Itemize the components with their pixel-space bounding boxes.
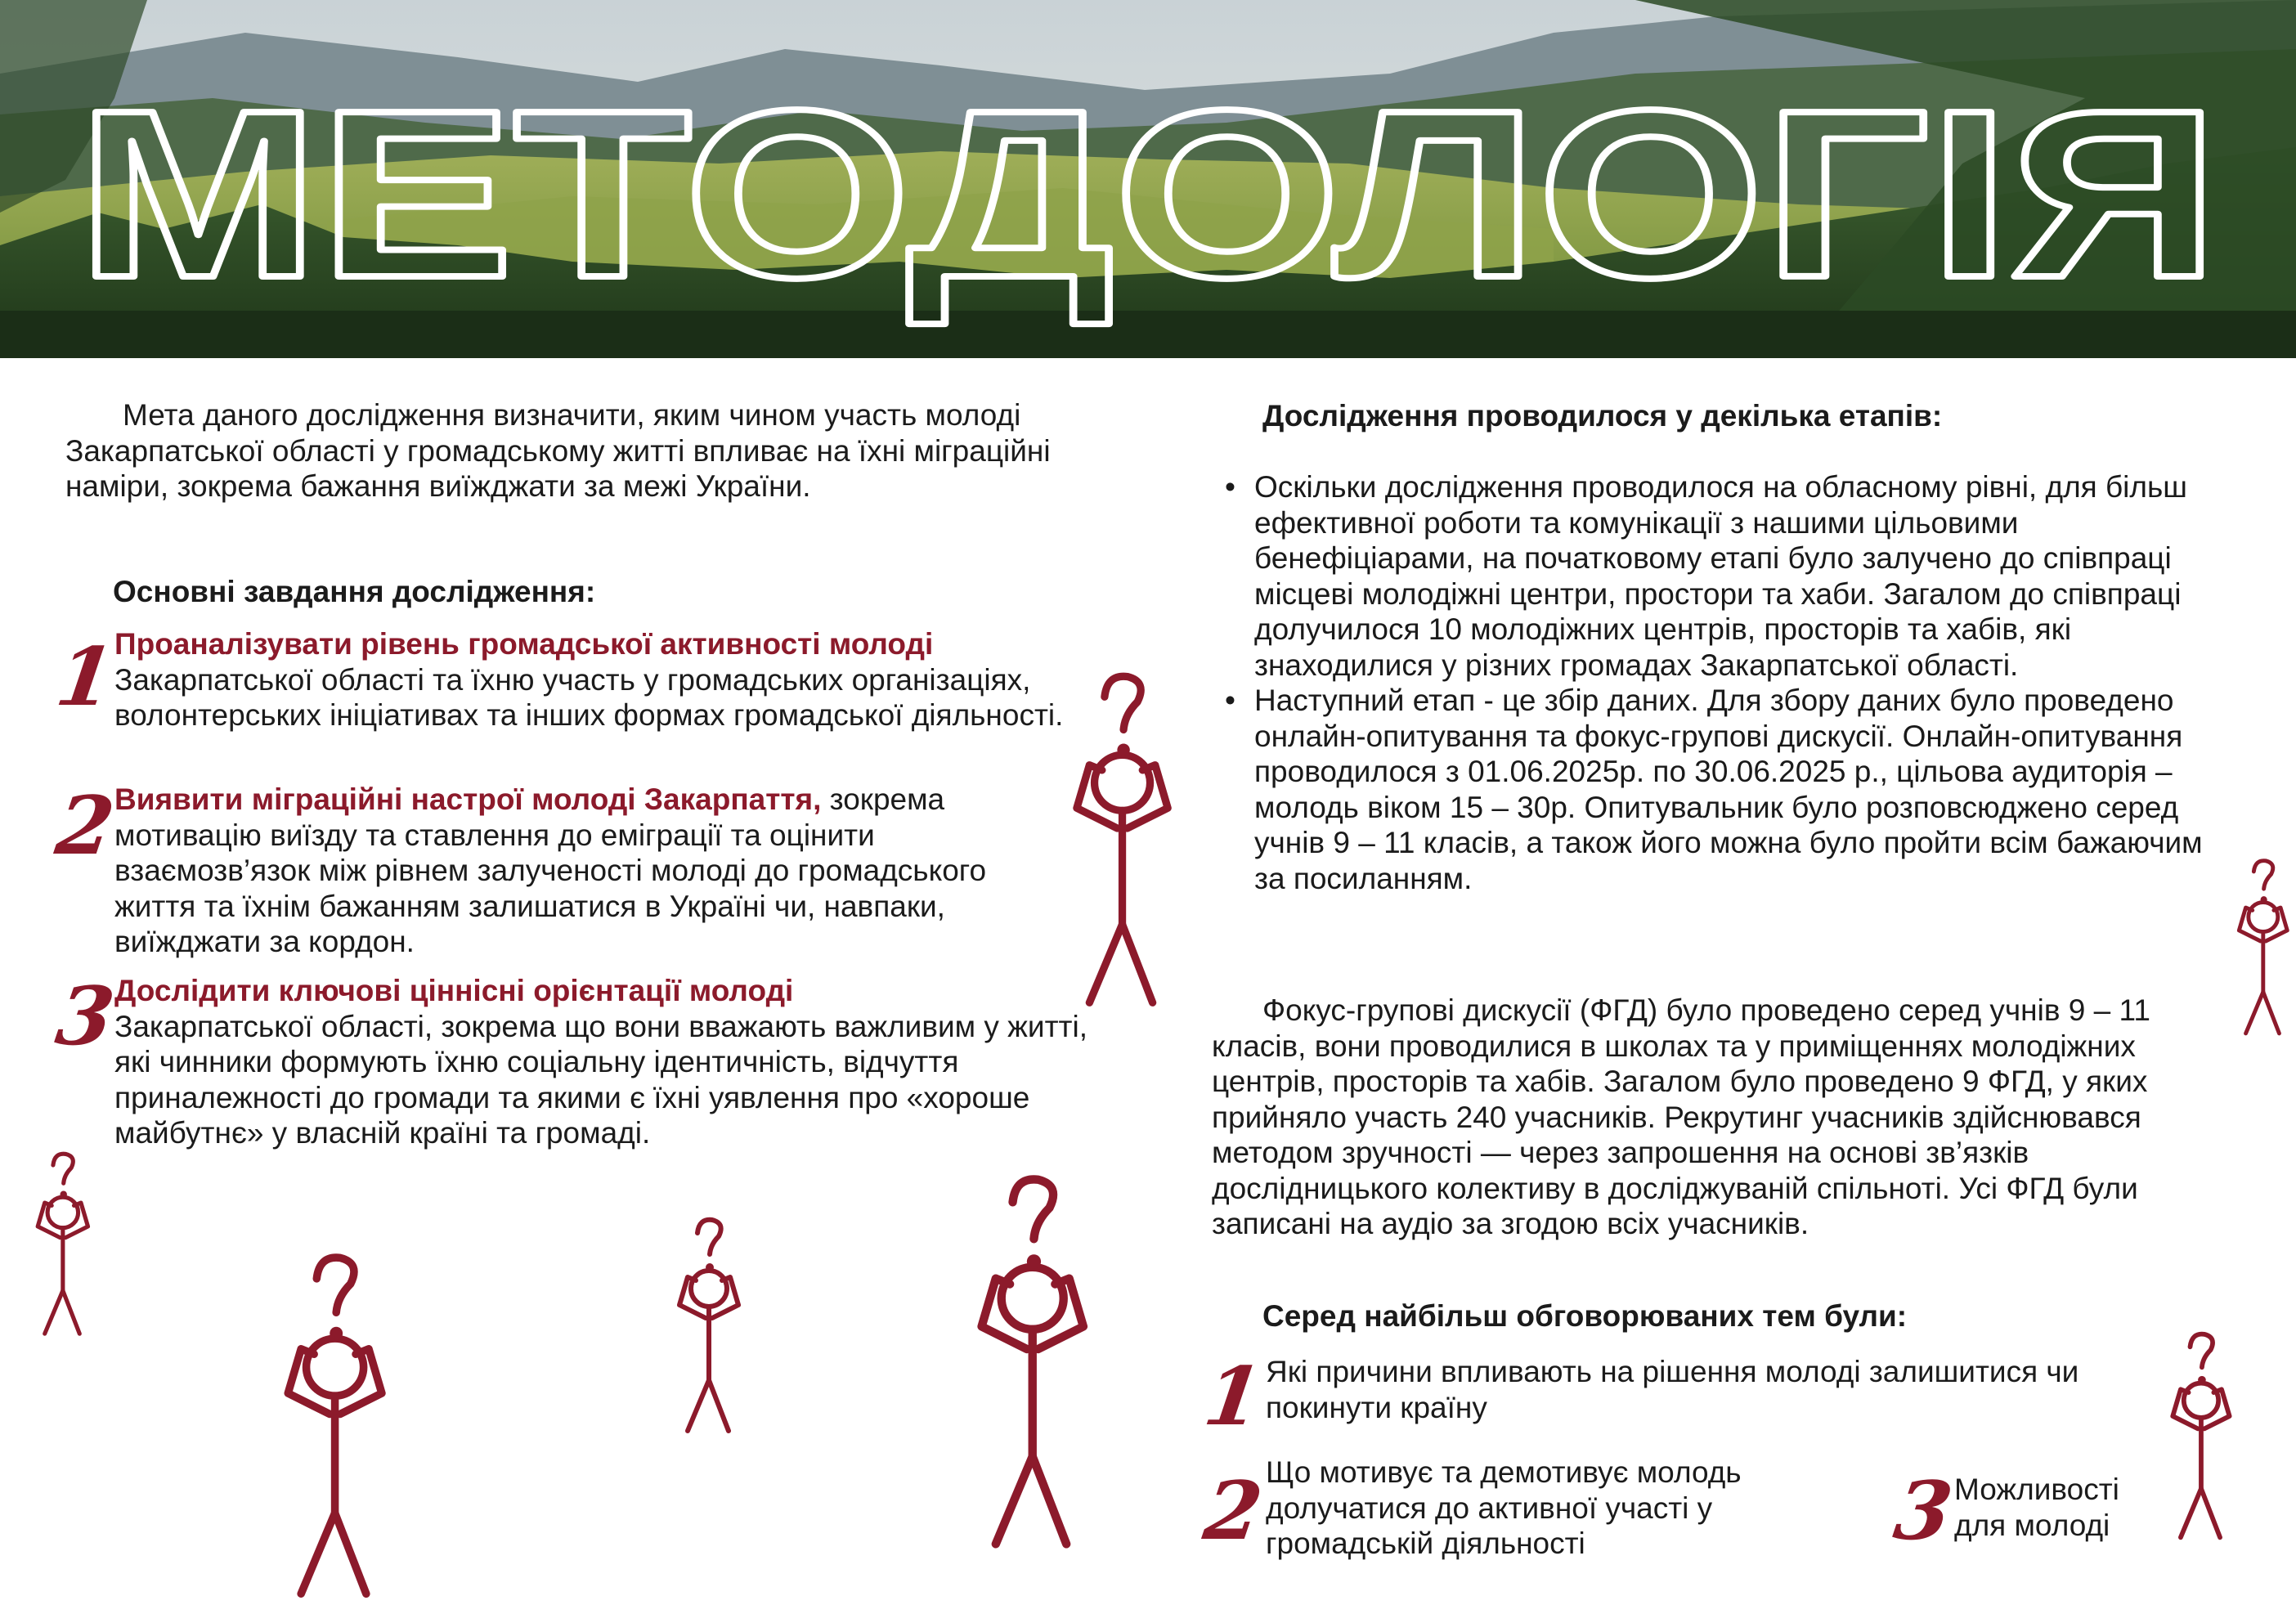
task-2-number: 2 [50,779,120,873]
fgd-paragraph: Фокус-групові дискусії (ФГД) було проведено серед учнів 9 – 11 класів, вони проводилися в школах та у приміщеннях молодіжних центрів, просторів та хабів. Загалом було проведено 9 ФГД, у яких прийняло участь 240 учасників. Рекрутинг учасників здійснювався методом зручності — через запрошення на основі зв’язків дослідницького колективу в досліджуваній спільноті. Усі ФГД були записані на аудіо за згодою всіх учасників. [1212,993,2150,1240]
stick-figure-question-icon [953,1172,1109,1557]
stages-heading: Дослідження проводилося у декілька етапів: [1262,399,1943,433]
topic-2-text: Що мотивує та демотивує молодь долучатися до активної участі у громадській діяльності [1266,1455,1742,1560]
tasks-heading: Основні завдання дослідження: [113,575,596,608]
stick-figure-question-icon [23,1151,101,1339]
stages-list [1225,469,2231,896]
stage-item: • Оскільки дослідження проводилося на обласному рівні, для більш ефективної роботи та комунікації з нашими цільовими бенефіціарами, на початковому етапі було залучено до співпраці місцеві молодіжні центри, простори та хаби. Загалом до співпраці долучилося 10 молодіжних центрів, просторів та хабів, які знаходилися у різних громадах Закарпатської області. [1225,469,2231,683]
task-3-text: Закарпатської області, зокрема що вони вважають важливим у житті, які чинники формують їхню соціальну ідентичність, відчуття приналежності до громади та якими є їхні уявлення про «хороше майбутнє» у власній країні та громаді. [114,1009,1087,1150]
mountain-landscape-image [0,0,2296,358]
stick-figure-question-icon [1052,670,1191,1014]
task-3-number: 3 [50,970,120,1064]
task-2-text: зокрема мотивацію виїзду та ставлення до еміграції та оцінити взаємозв’язок між рівнем залученості молоді до громадського життя та їхнім бажанням залишатися в Україні чи, навпаки, виїжджати за кордон. [114,782,987,958]
task-3-highlight: Дослідити ключові ціннісні орієнтації молоді [114,974,794,1007]
header-banner [0,0,2296,358]
topic-3-number: 3 [1888,1464,1958,1558]
task-2-highlight: Виявити міграційні настрої молоді Закарпаття, [114,782,822,816]
stage-item: • Наступний етап - це збір даних. Для збору даних було проведено онлайн-опитування та фокус-групові дискусії. Онлайн-опитування проводилося з 01.06.2025р. по 30.06.2025 р., цільова аудиторія – молодь віком 15 – 30р. Опитувальник було розповсюджено серед учнів 9 – 11 класів, а також його можна було пройти всім бажаючим за посиланням. [1225,683,2231,896]
task-3 [114,973,1096,1151]
page-title: МЕТОДОЛОГІЯ [77,61,2219,327]
topic-1-text: Які причини впливають на рішення молоді залишитися чи покинути країну [1266,1355,2079,1424]
topic-2-number: 2 [1198,1464,1268,1558]
topics-heading: Серед найбільш обговорюваних тем були: [1262,1299,1908,1333]
intro-paragraph: Мета даного дослідження визначити, яким чином участь молоді Закарпатської області у громадському житті впливає на їхні міграційні наміри, зокрема бажання виїжджати за межі України. [65,398,1051,503]
task-1-number: 1 [50,630,120,724]
task-2 [114,782,1047,960]
stick-figure-question-icon [260,1253,407,1604]
task-1 [114,626,1071,733]
topic-3-text: Можливості для молоді [1954,1473,2119,1542]
stick-figure-question-icon [659,1217,757,1437]
stick-figure-question-icon [2226,826,2296,1071]
task-1-highlight: Проаналізувати рівень громадської активності молоді [114,627,934,661]
topic-1-number: 1 [1198,1350,1268,1444]
task-1-text: Закарпатської області та їхню участь у громадських організаціях, волонтерських ініціативах та інших формах громадської діяльності. [114,662,1064,732]
stick-figure-question-icon [2155,1331,2245,1544]
